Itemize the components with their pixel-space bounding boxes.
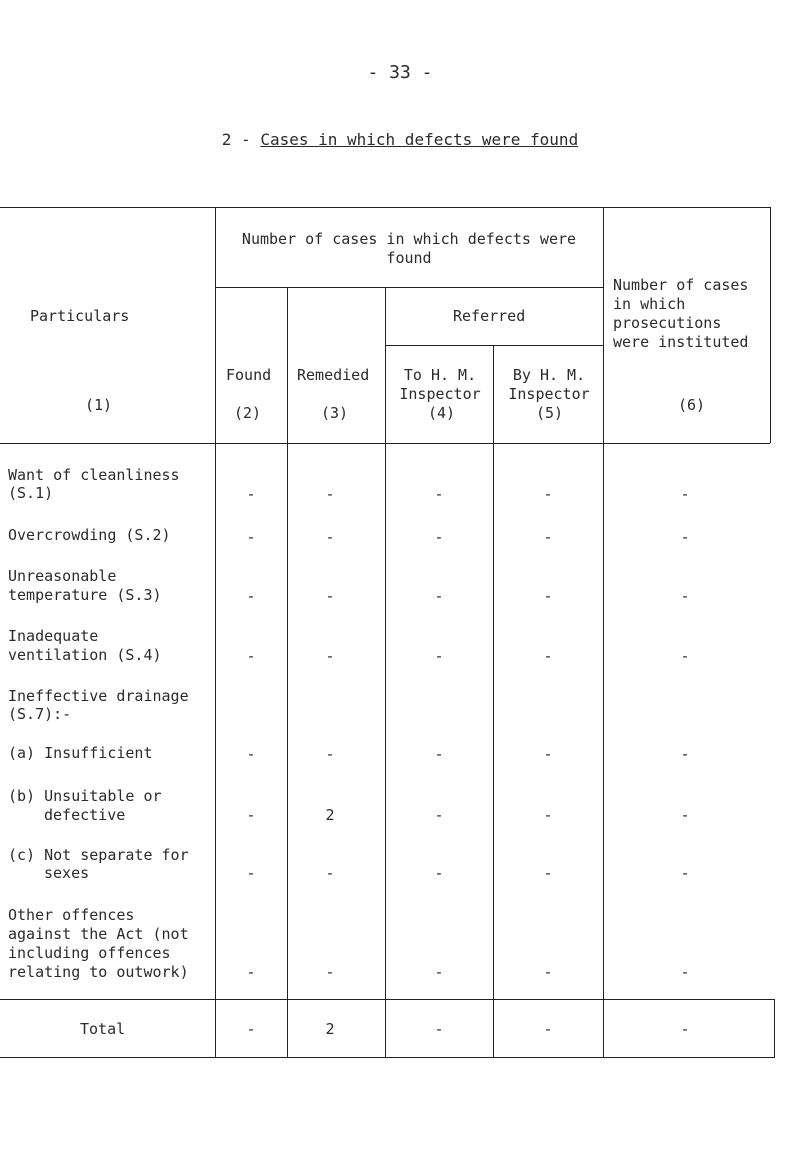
cell-by-hm: -	[543, 864, 553, 882]
cell-prosecutions: -	[680, 963, 690, 981]
cell-found: -	[246, 963, 256, 981]
col-rule-5	[603, 207, 604, 1057]
rule-defects-group	[215, 287, 603, 288]
col-rule-4	[493, 345, 494, 1057]
total-prosecutions: -	[680, 1020, 690, 1038]
row-label: (b) Unsuitable or	[8, 787, 162, 805]
cell-to-hm: -	[434, 806, 444, 824]
row-label: ventilation (S.4)	[8, 646, 162, 664]
header-particulars: Particulars	[30, 307, 130, 325]
cell-remedied: -	[325, 485, 335, 503]
cell-prosecutions: -	[680, 806, 690, 824]
cell-by-hm: -	[543, 806, 553, 824]
header-prosecutions-1: Number of cases	[613, 276, 749, 294]
rule-total-top	[0, 999, 775, 1000]
header-prosecutions-3: prosecutions	[613, 314, 722, 332]
cell-found: -	[246, 864, 256, 882]
col-rule-right	[770, 207, 771, 443]
cell-remedied: -	[325, 587, 335, 605]
header-prosecutions-num: (6)	[678, 396, 706, 414]
header-by-hm: By H. M. Inspector	[508, 366, 590, 403]
header-prosecutions-2: in which	[613, 295, 686, 313]
total-label: Total	[80, 1020, 126, 1038]
row-label: Other offences	[8, 906, 135, 924]
row-label: Ineffective drainage	[8, 687, 189, 705]
cell-remedied: -	[325, 963, 335, 981]
cell-remedied: -	[325, 647, 335, 665]
col-rule-right-total	[774, 999, 775, 1057]
cell-found: -	[246, 745, 256, 763]
header-defects-group: Number of cases in which defects were found	[241, 230, 577, 267]
header-remedied: Remedied	[297, 366, 370, 384]
page-number: - 33 -	[367, 62, 433, 83]
cell-by-hm: -	[543, 485, 553, 503]
total-found: -	[246, 1020, 256, 1038]
total-to-hm: -	[434, 1020, 444, 1038]
row-label: (a) Insufficient	[8, 744, 153, 762]
cell-prosecutions: -	[680, 587, 690, 605]
rule-bottom	[0, 1057, 775, 1058]
total-by-hm: -	[543, 1020, 553, 1038]
col-rule-3	[385, 287, 386, 1057]
cell-by-hm: -	[543, 963, 553, 981]
col-rule-1	[215, 207, 216, 1057]
row-label: Want of cleanliness	[8, 466, 180, 484]
header-found: Found	[226, 366, 272, 384]
row-label: (S.7):-	[8, 705, 72, 723]
header-to-hm-num: (4)	[428, 404, 456, 422]
cell-prosecutions: -	[680, 647, 690, 665]
row-label: against the Act (not	[8, 925, 189, 943]
title-text: Cases in which defects were found	[260, 130, 579, 149]
cell-by-hm: -	[543, 647, 553, 665]
cell-to-hm: -	[434, 963, 444, 981]
col-rule-2	[287, 287, 288, 1057]
cell-found: -	[246, 647, 256, 665]
title-prefix: 2 -	[221, 130, 261, 149]
cell-found: -	[246, 485, 256, 503]
row-label: including offences	[8, 944, 171, 962]
cell-prosecutions: -	[680, 485, 690, 503]
cell-remedied: -	[325, 864, 335, 882]
cell-to-hm: -	[434, 485, 444, 503]
cell-by-hm: -	[543, 745, 553, 763]
row-label: (S.1)	[8, 484, 54, 502]
row-label: Unreasonable	[8, 567, 117, 585]
row-label: relating to outwork)	[8, 963, 189, 981]
row-label: temperature (S.3)	[8, 586, 162, 604]
row-label: defective	[44, 806, 126, 824]
cell-by-hm: -	[543, 587, 553, 605]
cell-prosecutions: -	[680, 528, 690, 546]
header-prosecutions-4: were instituted	[613, 333, 749, 351]
header-remedied-num: (3)	[321, 404, 349, 422]
rule-top	[0, 207, 770, 208]
header-to-hm: To H. M. Inspector	[399, 366, 481, 403]
cell-remedied: -	[325, 528, 335, 546]
header-referred: Referred	[453, 307, 526, 325]
row-label: sexes	[44, 864, 90, 882]
cell-to-hm: -	[434, 587, 444, 605]
header-found-num: (2)	[234, 404, 262, 422]
header-by-hm-num: (5)	[536, 404, 564, 422]
cell-found: -	[246, 587, 256, 605]
row-label: Overcrowding (S.2)	[8, 526, 171, 544]
row-label: (c) Not separate for	[8, 846, 189, 864]
row-label: Inadequate	[8, 627, 99, 645]
cell-to-hm: -	[434, 745, 444, 763]
cell-to-hm: -	[434, 864, 444, 882]
cell-remedied: 2	[325, 806, 335, 824]
cell-prosecutions: -	[680, 745, 690, 763]
cell-by-hm: -	[543, 528, 553, 546]
cell-found: -	[246, 806, 256, 824]
header-particulars-num: (1)	[85, 396, 113, 414]
cell-remedied: -	[325, 745, 335, 763]
cell-to-hm: -	[434, 647, 444, 665]
cell-prosecutions: -	[680, 864, 690, 882]
rule-referred	[385, 345, 603, 346]
cell-to-hm: -	[434, 528, 444, 546]
total-remedied: 2	[325, 1020, 335, 1038]
cell-found: -	[246, 528, 256, 546]
